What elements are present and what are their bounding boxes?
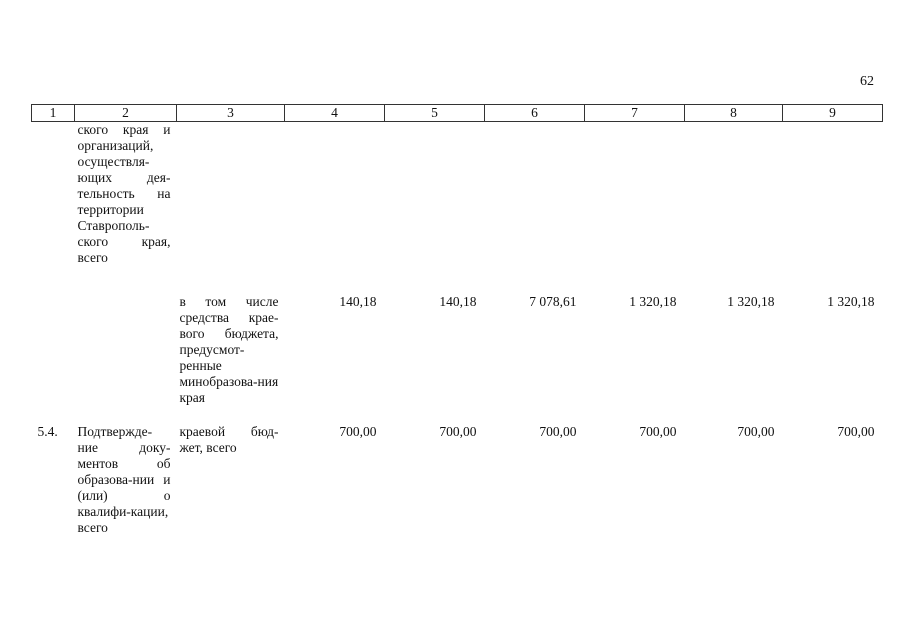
page-number: 62 — [860, 74, 874, 89]
row-value: 1 320,18 — [629, 294, 677, 309]
header-row — [32, 105, 883, 122]
row-name: ского края и организаций, осуществля-ющих дея-тельность на территории Ставрополь-ского края, всего — [77, 122, 171, 265]
header-cell-9: 9 — [783, 105, 883, 122]
row-value: 700,00 — [737, 424, 775, 439]
row-value: 700,00 — [339, 424, 377, 439]
table-row — [32, 294, 883, 424]
row-value: 140,18 — [339, 294, 377, 309]
header-cell-5: 5 — [385, 105, 485, 122]
row-value: 140,18 — [439, 294, 477, 309]
table-row — [32, 122, 883, 295]
row-name: Подтвержде-ние доку-ментов об образова-нии и (или) о квалифи-кации, всего — [77, 424, 171, 535]
row-value — [585, 122, 685, 295]
row-value: 700,00 — [639, 424, 677, 439]
row-value: 700,00 — [539, 424, 577, 439]
row-value: 700,00 — [439, 424, 477, 439]
row-value: 1 320,18 — [827, 294, 875, 309]
row-value — [783, 122, 883, 295]
row-value — [685, 122, 783, 295]
header-cell-8: 8 — [685, 105, 783, 122]
row-value: 700,00 — [837, 424, 875, 439]
table-row — [32, 424, 883, 536]
header-cell-3: 3 — [177, 105, 285, 122]
row-value: 1 320,18 — [727, 294, 775, 309]
row-value — [385, 122, 485, 295]
row-value: 7 078,61 — [529, 294, 577, 309]
row-number — [32, 122, 75, 295]
row-number: 5.4. — [37, 424, 58, 439]
row-number — [32, 294, 75, 424]
row-source: краевой бюд-жет, всего — [179, 424, 279, 455]
header-cell-1: 1 — [32, 105, 75, 122]
row-value — [485, 122, 585, 295]
header-cell-2: 2 — [75, 105, 177, 122]
header-cell-4: 4 — [285, 105, 385, 122]
row-source: в том числе средства крае-вого бюджета, предусмот-ренные минобразова-ния края — [179, 294, 279, 405]
row-name — [75, 294, 177, 424]
header-cell-7: 7 — [585, 105, 685, 122]
header-cell-6: 6 — [485, 105, 585, 122]
budget-table — [31, 104, 883, 536]
row-source — [177, 122, 285, 295]
row-value — [285, 122, 385, 295]
